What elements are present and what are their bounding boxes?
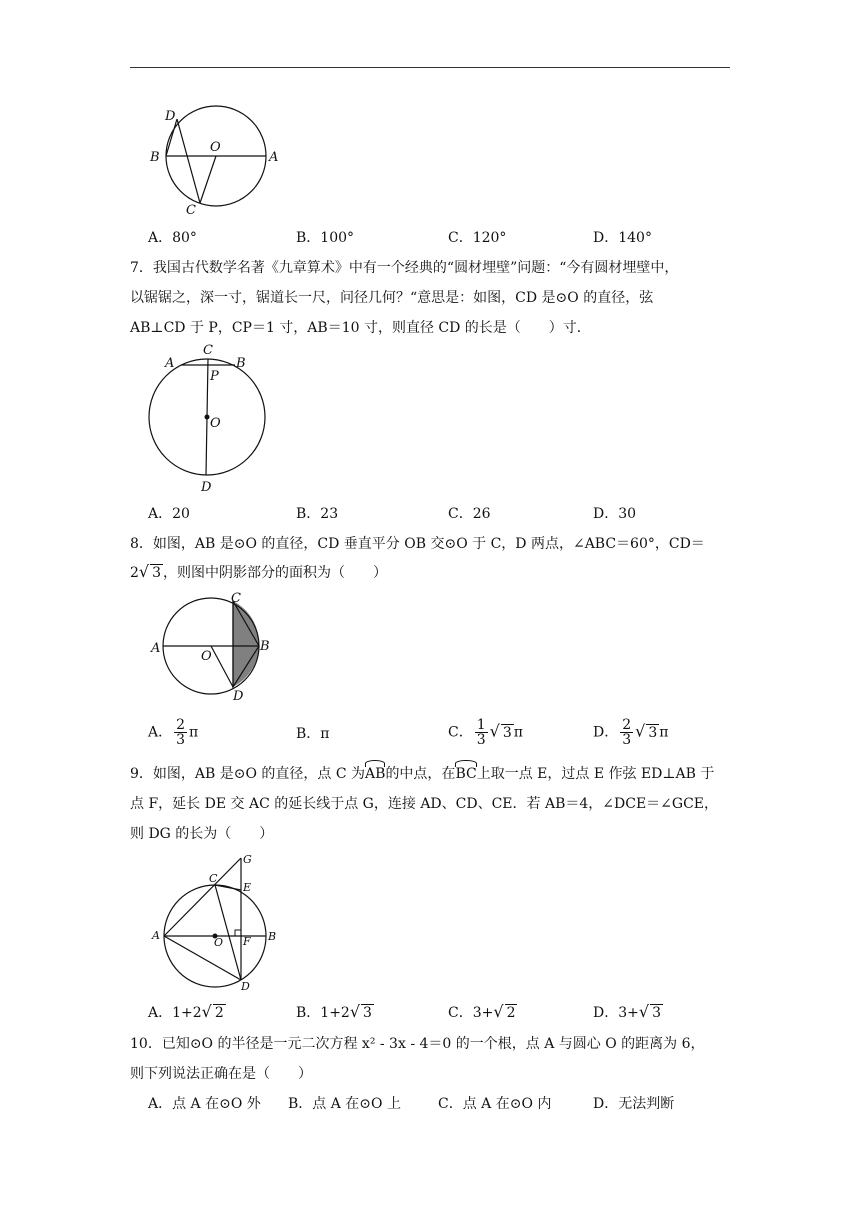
q8-option-d-radicand: 3 bbox=[648, 724, 658, 741]
q8-option-c bbox=[448, 718, 523, 747]
q8-option-a bbox=[148, 718, 198, 747]
q8-label-d: D bbox=[233, 689, 244, 704]
q9-line-3: 则 DG 的长为（ ） bbox=[130, 826, 274, 842]
sqrt-icon: √ bbox=[635, 721, 646, 741]
q8-option-a-pi: π bbox=[189, 724, 199, 741]
q8-option-c-pi: π bbox=[513, 724, 523, 741]
q7-figure bbox=[140, 340, 290, 500]
q9-label-d: D bbox=[241, 980, 250, 993]
q8-line-2-radicand: 3 bbox=[152, 565, 162, 581]
q7-label-a: A bbox=[165, 356, 175, 371]
q6-option-d: D．140° bbox=[593, 230, 652, 246]
q7-label-b: B bbox=[236, 356, 246, 371]
q6-option-a: A．80° bbox=[148, 230, 197, 246]
q7-line-2: 以锯锯之，深一寸，锯道长一尺，问径几何？“意思是：如图，CD 是⊙O 的直径，弦 bbox=[130, 290, 654, 306]
q9-arc-ab: AB bbox=[365, 766, 386, 782]
q6-options bbox=[148, 228, 748, 252]
q7-options bbox=[148, 504, 748, 528]
q9-label-a: A bbox=[152, 929, 160, 942]
q9-line-1 bbox=[130, 764, 714, 784]
sqrt-icon: √ bbox=[138, 562, 150, 581]
q6-label-a: A bbox=[269, 150, 279, 165]
q9-line-1-part-b: 的中点，在 bbox=[385, 766, 456, 782]
q8-option-a-num: 2 bbox=[176, 717, 186, 733]
q10-option-b: B．点 A 在⊙O 上 bbox=[288, 1096, 401, 1112]
q9-line-1-part-c: 上取一点 E，过点 E 作弦 ED⊥AB 于 bbox=[476, 766, 715, 782]
q9-label-e: E bbox=[243, 881, 252, 894]
q9-label-b: B bbox=[268, 930, 277, 943]
sqrt-icon: √ bbox=[489, 721, 500, 741]
q8-option-d bbox=[593, 718, 668, 747]
sqrt-icon: √ bbox=[349, 1002, 361, 1021]
q8-option-d-num: 2 bbox=[622, 717, 632, 733]
q7-option-d: D．30 bbox=[593, 506, 637, 522]
q9-label-g: G bbox=[243, 853, 252, 866]
q9-option-a-radicand: 2 bbox=[214, 1005, 224, 1021]
sqrt-icon: √ bbox=[201, 1002, 212, 1021]
q8-option-a-letter: A． bbox=[148, 724, 173, 741]
q7-label-d: D bbox=[201, 480, 212, 495]
q9-option-b bbox=[296, 1002, 374, 1023]
q8-option-b: B．π bbox=[296, 726, 330, 742]
q8-option-d-pi: π bbox=[659, 724, 669, 741]
q6-label-c: C bbox=[186, 203, 196, 218]
q10-line-1: 10．已知⊙O 的半径是一元二次方程 x² - 3x - 4＝0 的一个根，点 A 与圆心 O 的距离为 6， bbox=[130, 1036, 705, 1052]
q9-option-d bbox=[593, 1002, 663, 1023]
q8-option-c-radicand: 3 bbox=[502, 724, 512, 741]
q8-label-o: O bbox=[201, 649, 212, 664]
q9-option-b-text: B．1+2 bbox=[296, 1005, 350, 1021]
header-rule bbox=[130, 67, 730, 68]
q6-option-c: C．120° bbox=[448, 230, 507, 246]
q8-option-d-letter: D． bbox=[593, 724, 619, 741]
q6-label-d: D bbox=[165, 109, 176, 124]
q8-option-a-den: 3 bbox=[176, 732, 186, 748]
q8-option-c-num: 1 bbox=[476, 717, 486, 733]
q9-line-1-part-a: 9．如图，AB 是⊙O 的直径，点 C 为 bbox=[130, 766, 366, 782]
q7-option-c: C．26 bbox=[448, 506, 491, 522]
q7-label-p: P bbox=[210, 369, 219, 384]
q8-option-c-fraction bbox=[475, 718, 488, 747]
q9-options bbox=[148, 1002, 748, 1026]
q7-label-c: C bbox=[203, 343, 213, 358]
q9-option-a-text: A．1+2 bbox=[148, 1005, 202, 1021]
q7-line-3: AB⊥CD 于 P，CP＝1 寸，AB＝10 寸，则直径 CD 的长是（ ）寸． bbox=[130, 320, 591, 336]
q6-option-b: B．100° bbox=[296, 230, 355, 246]
q9-label-c: C bbox=[209, 872, 218, 885]
q8-line-2 bbox=[130, 562, 387, 583]
q8-line-2-prefix: 2 bbox=[130, 565, 139, 581]
q6-label-b: B bbox=[150, 150, 160, 165]
q8-line-1: 8．如图，AB 是⊙O 的直径，CD 垂直平分 OB 交⊙O 于 C，D 两点，∠ABC＝60°，CD＝ bbox=[130, 536, 705, 552]
q10-line-2: 则下列说法正确在是（ ） bbox=[130, 1066, 312, 1082]
q7-option-a: A．20 bbox=[148, 506, 190, 522]
q10-option-c: C．点 A 在⊙O 内 bbox=[438, 1096, 552, 1112]
q8-figure bbox=[140, 590, 290, 710]
q8-option-d-fraction bbox=[620, 718, 633, 747]
q7-label-o: O bbox=[210, 416, 221, 431]
q9-option-d-radicand: 3 bbox=[652, 1005, 661, 1021]
q9-option-a bbox=[148, 1002, 226, 1023]
q10-option-d: D．无法判断 bbox=[593, 1096, 675, 1112]
q9-option-d-text: D．3+ bbox=[593, 1005, 639, 1021]
q9-figure bbox=[140, 850, 300, 1000]
q8-label-c: C bbox=[231, 591, 241, 606]
sqrt-icon: √ bbox=[493, 1002, 504, 1021]
q7-option-b: B．23 bbox=[296, 506, 339, 522]
sqrt-icon: √ bbox=[638, 1002, 650, 1021]
q9-label-f: F bbox=[243, 935, 251, 948]
q6-figure bbox=[140, 100, 290, 220]
q10-options bbox=[148, 1094, 748, 1118]
q9-label-o: O bbox=[214, 936, 224, 949]
q8-options bbox=[148, 718, 748, 754]
q8-line-2-suffix: ，则图中阴影部分的面积为（ ） bbox=[163, 565, 388, 581]
q9-option-c bbox=[448, 1002, 517, 1023]
q8-option-c-den: 3 bbox=[476, 732, 486, 748]
q8-label-b: B bbox=[260, 639, 270, 654]
q8-option-c-letter: C． bbox=[448, 724, 473, 741]
q10-option-a: A．点 A 在⊙O 外 bbox=[148, 1096, 261, 1112]
q9-option-c-radicand: 2 bbox=[506, 1005, 516, 1021]
q9-line-2: 点 F，延长 DE 交 AC 的延长线于点 G，连接 AD、CD、CE．若 AB＝4，∠DCE＝∠GCE， bbox=[130, 796, 719, 812]
q6-label-o: O bbox=[210, 140, 221, 155]
q8-option-a-fraction bbox=[174, 718, 187, 747]
q7-line-1: 7．我国古代数学名著《九章算术》中有一个经典的“圆材埋壁”问题：“今有圆材埋壁中， bbox=[130, 260, 679, 276]
q9-option-b-radicand: 3 bbox=[363, 1005, 372, 1021]
q9-option-c-text: C．3+ bbox=[448, 1005, 494, 1021]
q8-label-a: A bbox=[151, 641, 161, 656]
q8-option-d-den: 3 bbox=[622, 732, 632, 748]
q9-arc-bc: BC bbox=[455, 766, 477, 782]
